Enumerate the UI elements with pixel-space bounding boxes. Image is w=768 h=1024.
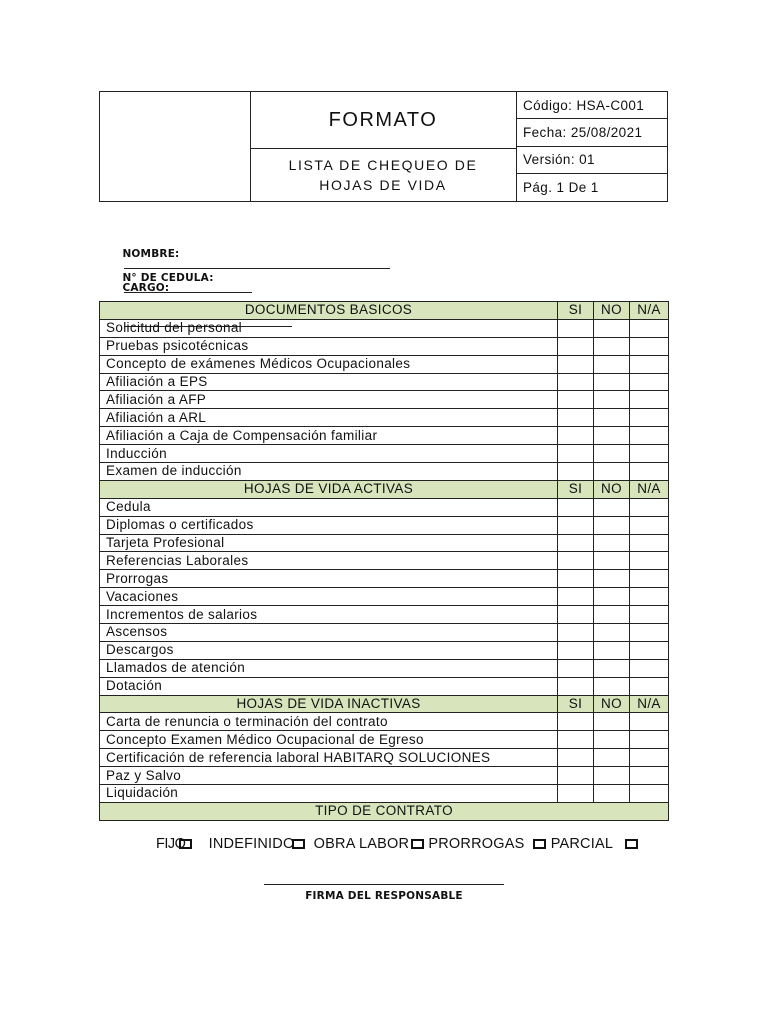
check-cell-na[interactable] bbox=[630, 534, 669, 552]
check-cell-si[interactable] bbox=[558, 749, 594, 767]
check-cell-na[interactable] bbox=[630, 570, 669, 588]
item-label: Concepto Examen Médico Ocupacional de Egreso bbox=[100, 731, 558, 749]
item-label: Solicitud del personal bbox=[100, 319, 558, 337]
column-header-si: SI bbox=[558, 302, 594, 320]
table-row bbox=[100, 606, 669, 624]
check-cell-si[interactable] bbox=[558, 373, 594, 391]
check-cell-na[interactable] bbox=[630, 355, 669, 373]
item-label: Diplomas o certificados bbox=[100, 516, 558, 534]
check-cell-na[interactable] bbox=[630, 624, 669, 642]
item-label: Afiliación a EPS bbox=[100, 373, 558, 391]
check-cell-no[interactable] bbox=[594, 641, 630, 659]
item-label: Llamados de atención bbox=[100, 659, 558, 677]
table-row bbox=[100, 463, 669, 481]
table-row bbox=[100, 409, 669, 427]
contract-option-label: INDEFINIDO bbox=[208, 836, 295, 852]
meta-page: Pág. 1 De 1 bbox=[523, 179, 599, 195]
table-row bbox=[100, 713, 669, 731]
table-row bbox=[100, 749, 669, 767]
cedula-label: N° DE CEDULA: bbox=[122, 272, 214, 284]
item-label: Dotación bbox=[100, 677, 558, 695]
check-cell-no[interactable] bbox=[594, 534, 630, 552]
check-cell-no[interactable] bbox=[594, 463, 630, 481]
contract-option-obra-labor[interactable] bbox=[314, 836, 424, 852]
check-cell-no[interactable] bbox=[594, 570, 630, 588]
check-cell-si[interactable] bbox=[558, 534, 594, 552]
item-label: Referencias Laborales bbox=[100, 552, 558, 570]
item-label: Vacaciones bbox=[100, 588, 558, 606]
meta-version: Versión: 01 bbox=[517, 147, 668, 174]
table-row bbox=[100, 445, 669, 463]
table-row bbox=[100, 355, 669, 373]
check-cell-si[interactable] bbox=[558, 713, 594, 731]
item-label: Cedula bbox=[100, 498, 558, 516]
table-row bbox=[100, 785, 669, 803]
check-cell-no[interactable] bbox=[594, 409, 630, 427]
checkbox-icon[interactable] bbox=[292, 839, 305, 849]
check-cell-si[interactable] bbox=[558, 641, 594, 659]
check-cell-na[interactable] bbox=[630, 463, 669, 481]
item-label: Afiliación a Caja de Compensación familiar bbox=[100, 427, 558, 445]
check-cell-na[interactable] bbox=[630, 373, 669, 391]
check-cell-na[interactable] bbox=[630, 427, 669, 445]
check-cell-na[interactable] bbox=[630, 785, 669, 803]
check-cell-no[interactable] bbox=[594, 337, 630, 355]
check-cell-na[interactable] bbox=[630, 391, 669, 409]
check-cell-no[interactable] bbox=[594, 713, 630, 731]
check-cell-na[interactable] bbox=[630, 337, 669, 355]
check-cell-na[interactable] bbox=[630, 749, 669, 767]
table-row bbox=[100, 624, 669, 642]
check-cell-no[interactable] bbox=[594, 552, 630, 570]
logo-placeholder bbox=[100, 92, 251, 201]
table-row bbox=[100, 516, 669, 534]
checkbox-icon[interactable] bbox=[533, 839, 546, 849]
section-title: HOJAS DE VIDA INACTIVAS bbox=[100, 695, 558, 713]
check-cell-no[interactable] bbox=[594, 731, 630, 749]
check-cell-no[interactable] bbox=[594, 624, 630, 642]
item-label: Examen de inducción bbox=[100, 463, 558, 481]
signature-line[interactable] bbox=[264, 884, 504, 885]
section-header-row bbox=[100, 302, 669, 320]
item-label: Ascensos bbox=[100, 624, 558, 642]
item-label: Afiliación a ARL bbox=[100, 409, 558, 427]
check-cell-si[interactable] bbox=[558, 463, 594, 481]
table-row bbox=[100, 641, 669, 659]
check-cell-si[interactable] bbox=[558, 516, 594, 534]
table-row bbox=[100, 391, 669, 409]
item-label: Inducción bbox=[100, 445, 558, 463]
check-cell-na[interactable] bbox=[630, 731, 669, 749]
check-cell-si[interactable] bbox=[558, 445, 594, 463]
contract-type-title: TIPO DE CONTRATO bbox=[100, 802, 669, 820]
check-cell-no[interactable] bbox=[594, 373, 630, 391]
check-cell-na[interactable] bbox=[630, 588, 669, 606]
item-label: Concepto de exámenes Médicos Ocupacionales bbox=[100, 355, 558, 373]
check-cell-si[interactable] bbox=[558, 498, 594, 516]
check-cell-si[interactable] bbox=[558, 624, 594, 642]
contract-type-options bbox=[156, 836, 638, 852]
check-cell-si[interactable] bbox=[558, 552, 594, 570]
section-title: DOCUMENTOS BASICOS bbox=[100, 302, 558, 320]
check-cell-no[interactable] bbox=[594, 677, 630, 695]
section-header-row bbox=[100, 695, 669, 713]
column-header-si: SI bbox=[558, 695, 594, 713]
check-cell-na[interactable] bbox=[630, 445, 669, 463]
contract-option-label: PARCIAL bbox=[550, 836, 614, 852]
check-cell-si[interactable] bbox=[558, 731, 594, 749]
check-cell-na[interactable] bbox=[630, 713, 669, 731]
item-label: Pruebas psicotécnicas bbox=[100, 337, 558, 355]
check-cell-si[interactable] bbox=[558, 319, 594, 337]
check-cell-no[interactable] bbox=[594, 319, 630, 337]
check-cell-si[interactable] bbox=[558, 427, 594, 445]
check-cell-si[interactable] bbox=[558, 677, 594, 695]
column-header-no: NO bbox=[594, 302, 630, 320]
document-type-title: FORMATO bbox=[250, 92, 516, 149]
table-row bbox=[100, 677, 669, 695]
check-cell-no[interactable] bbox=[594, 749, 630, 767]
checkbox-icon[interactable] bbox=[411, 839, 424, 849]
contract-option-parcial[interactable] bbox=[551, 836, 638, 852]
check-cell-na[interactable] bbox=[630, 552, 669, 570]
check-cell-no[interactable] bbox=[594, 427, 630, 445]
contract-option-label: FIJO bbox=[156, 836, 186, 852]
check-cell-na[interactable] bbox=[630, 498, 669, 516]
contract-type-header-row bbox=[100, 802, 669, 820]
signature-label: FIRMA DEL RESPONSABLE bbox=[305, 890, 463, 902]
item-label: Prorrogas bbox=[100, 570, 558, 588]
checkbox-icon[interactable] bbox=[179, 839, 192, 849]
check-cell-na[interactable] bbox=[630, 767, 669, 785]
check-cell-na[interactable] bbox=[630, 409, 669, 427]
check-cell-na[interactable] bbox=[630, 319, 669, 337]
check-cell-no[interactable] bbox=[594, 588, 630, 606]
check-cell-na[interactable] bbox=[630, 659, 669, 677]
item-label: Liquidación bbox=[100, 785, 558, 803]
meta-code: Código: HSA-C001 bbox=[517, 92, 668, 119]
column-header-na: N/A bbox=[630, 480, 669, 498]
nombre-field[interactable] bbox=[124, 260, 390, 269]
check-cell-no[interactable] bbox=[594, 355, 630, 373]
check-cell-si[interactable] bbox=[558, 409, 594, 427]
check-cell-no[interactable] bbox=[594, 785, 630, 803]
section-title: HOJAS DE VIDA ACTIVAS bbox=[100, 480, 558, 498]
item-label: Descargos bbox=[100, 641, 558, 659]
contract-option-prorrogas[interactable] bbox=[428, 836, 546, 852]
check-cell-si[interactable] bbox=[558, 606, 594, 624]
table-row bbox=[100, 319, 669, 337]
table-row bbox=[100, 373, 669, 391]
contract-option-fijo[interactable] bbox=[156, 836, 192, 852]
checklist-table bbox=[99, 301, 669, 821]
column-header-si: SI bbox=[558, 480, 594, 498]
check-cell-no[interactable] bbox=[594, 659, 630, 677]
check-cell-no[interactable] bbox=[594, 516, 630, 534]
item-label: Paz y Salvo bbox=[100, 767, 558, 785]
table-row bbox=[100, 588, 669, 606]
item-label: Certificación de referencia laboral HABITARQ SOLUCIONES bbox=[100, 749, 558, 767]
check-cell-si[interactable] bbox=[558, 355, 594, 373]
column-header-na: N/A bbox=[630, 302, 669, 320]
table-row bbox=[100, 731, 669, 749]
check-cell-si[interactable] bbox=[558, 337, 594, 355]
check-cell-no[interactable] bbox=[594, 606, 630, 624]
check-cell-no[interactable] bbox=[594, 391, 630, 409]
table-row bbox=[100, 337, 669, 355]
check-cell-na[interactable] bbox=[630, 641, 669, 659]
check-cell-si[interactable] bbox=[558, 570, 594, 588]
contract-option-label: PRORROGAS bbox=[428, 836, 525, 852]
check-cell-na[interactable] bbox=[630, 677, 669, 695]
cargo-label: CARGO: bbox=[122, 282, 170, 294]
check-cell-na[interactable] bbox=[630, 606, 669, 624]
check-cell-si[interactable] bbox=[558, 588, 594, 606]
document-meta bbox=[516, 92, 668, 201]
column-header-no: NO bbox=[594, 480, 630, 498]
item-label: Carta de renuncia o terminación del contrato bbox=[100, 713, 558, 731]
nombre-label: NOMBRE: bbox=[122, 248, 180, 260]
item-label: Tarjeta Profesional bbox=[100, 534, 558, 552]
item-label: Incrementos de salarios bbox=[100, 606, 558, 624]
table-row bbox=[100, 767, 669, 785]
table-row bbox=[100, 659, 669, 677]
table-row bbox=[100, 552, 669, 570]
check-cell-no[interactable] bbox=[594, 498, 630, 516]
check-cell-no[interactable] bbox=[594, 767, 630, 785]
table-row bbox=[100, 427, 669, 445]
table-row bbox=[100, 498, 669, 516]
item-label: Afiliación a AFP bbox=[100, 391, 558, 409]
check-cell-si[interactable] bbox=[558, 767, 594, 785]
check-cell-na[interactable] bbox=[630, 516, 669, 534]
check-cell-si[interactable] bbox=[558, 391, 594, 409]
table-row bbox=[100, 534, 669, 552]
table-row bbox=[100, 570, 669, 588]
document-subtitle: LISTA DE CHEQUEO DE HOJAS DE VIDA bbox=[288, 156, 478, 193]
check-cell-si[interactable] bbox=[558, 659, 594, 677]
document-header bbox=[99, 91, 668, 202]
checkbox-icon[interactable] bbox=[625, 839, 638, 849]
column-header-no: NO bbox=[594, 695, 630, 713]
meta-date: Fecha: 25/08/2021 bbox=[517, 119, 668, 146]
contract-option-indefinido[interactable] bbox=[209, 836, 306, 852]
check-cell-no[interactable] bbox=[594, 445, 630, 463]
check-cell-si[interactable] bbox=[558, 785, 594, 803]
column-header-na: N/A bbox=[630, 695, 669, 713]
contract-option-label: OBRA LABOR bbox=[313, 836, 410, 852]
section-header-row bbox=[100, 480, 669, 498]
